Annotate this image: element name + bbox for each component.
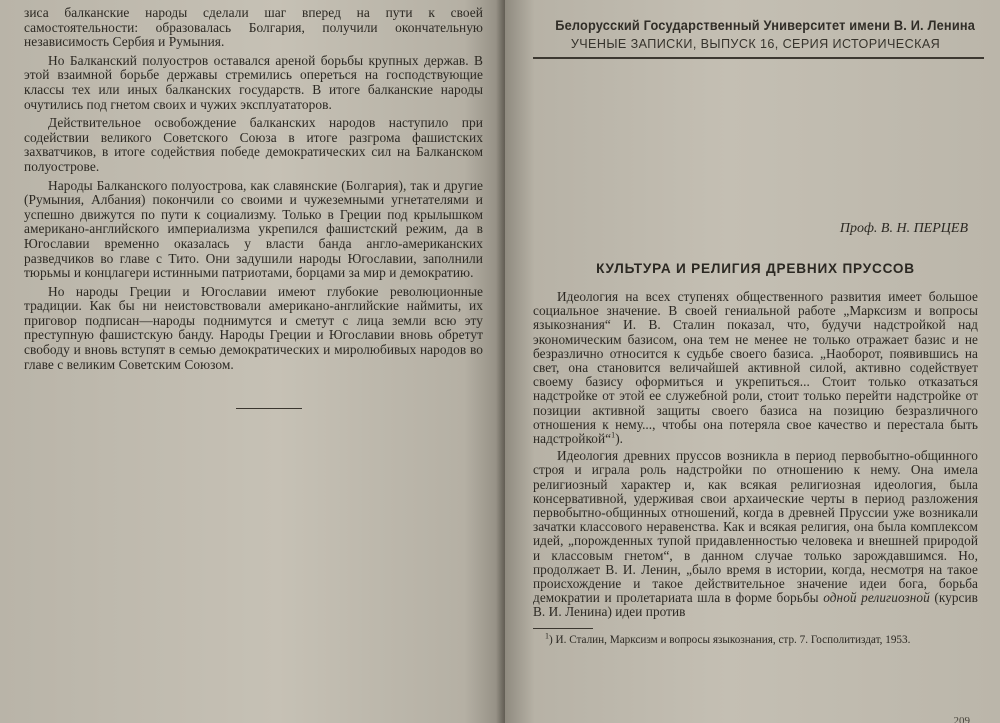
right-paragraph-1-text: Идеология на всех ступенях общественного развития имеет большое социальное значение. В своей гениальной работе „Марксизм и вопросы языкознания“ И. В. Сталин показал, что, будучи надстройкой над экономическим базисом, она тем не менее не только отражает базис и не безразлично относится к судьбе своего базиса. „Наоборот, появившись на свет, она становится величайшей активной силой, активно содействует своему базису оформиться и укрепиться... Стоит только отказаться надстройке от этой ее служебной роли, стоит только перейти надстройке от позиции активной защиты своего базиса на позицию безразличного отношения к нему..., чтобы она потеряла свое качество и перестала быть надстройкой“ bbox=[533, 289, 978, 447]
right-paragraph-1 bbox=[533, 290, 978, 446]
footnote bbox=[533, 630, 978, 647]
article-title: КУЛЬТУРА И РЕЛИГИЯ ДРЕВНИХ ПРУССОВ bbox=[596, 261, 915, 276]
article-author: Проф. В. Н. ПЕРЦЕВ bbox=[839, 221, 968, 236]
journal-header bbox=[533, 0, 978, 59]
journal-subtitle: УЧЕНЫЕ ЗАПИСКИ, ВЫПУСК 16, СЕРИЯ ИСТОРИЧЕСКАЯ bbox=[570, 37, 941, 51]
section-end-rule bbox=[236, 408, 302, 409]
left-paragraph-3: Действительное освобождение балканских народов наступило при содействии великого Советского Союза в итоге разгрома фашистских захватчиков, в итоге содействия победе демократических сил на Балканском полуострове. bbox=[24, 115, 483, 174]
left-paragraph-1: зиса балканские народы сделали шаг вперед на пути к своей самостоятельности: образовалась Болгария, получили окончательную независимость Сербия и Румыния. bbox=[24, 5, 483, 50]
left-paragraph-2: Но Балканский полуостров оставался ареной борьбы крупных держав. В этой взаимной борьбе державы стремились опереться на господствующие классы тех или иных балканских государств. В итоге балканские народы очутились под гнетом своих и чужих эксплуататоров. bbox=[24, 52, 483, 112]
footnote-mark: 1 bbox=[545, 630, 549, 640]
footnote-rule bbox=[533, 628, 593, 629]
footnote-text: ) И. Сталин, Марксизм и вопросы языкознания, стр. 7. Госполитиздат, 1953. bbox=[549, 633, 911, 646]
right-paragraph-2-tail: (курсив В. И. Ленина) идеи против bbox=[533, 590, 978, 620]
right-paragraph-2-text: Идеология древних пруссов возникла в период первобытно-общинного строя и играла роль надстройки по отношению к нему. Она имела религиозный характер и, как всякая религиозная идеология, была консервативной, удерживая свои архаические черты в период разложения первобытно-общинных отношений, когда в древней Пруссии уже возникали зачатки классового неравенства. Как и всякая религия, она была комплексом идей, „порожденных тупой придавленностью человека и внешней природой и классовым гнетом“, в данном случае только зарождавшимся. Но, продолжает В. И. Ленин, „было время в истории, когда, несмотря на такое происхождение и такое действительное значение идеи бога, борьба демократии и пролетариата шла в форме борьбы bbox=[533, 448, 978, 606]
right-paragraph-1-end: ). bbox=[615, 431, 624, 447]
right-paragraph-2 bbox=[533, 449, 978, 619]
header-rule bbox=[533, 57, 984, 59]
left-paragraph-5: Но народы Греции и Югославии имеют глубокие революционные традиции. Как бы ни неистовствовали американо-английские наймиты, их приговор подписан—народы поднимутся и сметут с лица земли всю эту преступную фашистскую банду. Народы Греции и Югославии вновь обретут свободу и вновь вступят в семью демократических и миролюбивых народов во главе с великим Советским Союзом. bbox=[24, 283, 483, 372]
emphasis-italic: одной религиозной bbox=[823, 590, 930, 606]
footnote-reference: 1 bbox=[611, 430, 616, 440]
page-number: 209 bbox=[953, 715, 970, 723]
right-page bbox=[505, 0, 1000, 723]
left-paragraph-4: Народы Балканского полуострова, как славянские (Болгария), так и другие (Румыния, Албания) покончили со своими и чужеземными угнетателями и успешно движутся по пути к социализму. Только в Греции под крылышком американо-английского империализма укрепился фашистский режим, да в Югославии временно оказалась у власти банда англо-американских разведчиков во главе с Тито. Они задушили народы Югославии, заполнили тюрьмы и концлагери истинными патриотами, борцами за мир и демократию. bbox=[24, 177, 483, 281]
journal-title: Белорусский Государственный Университет имени В. И. Ленина bbox=[555, 18, 976, 34]
